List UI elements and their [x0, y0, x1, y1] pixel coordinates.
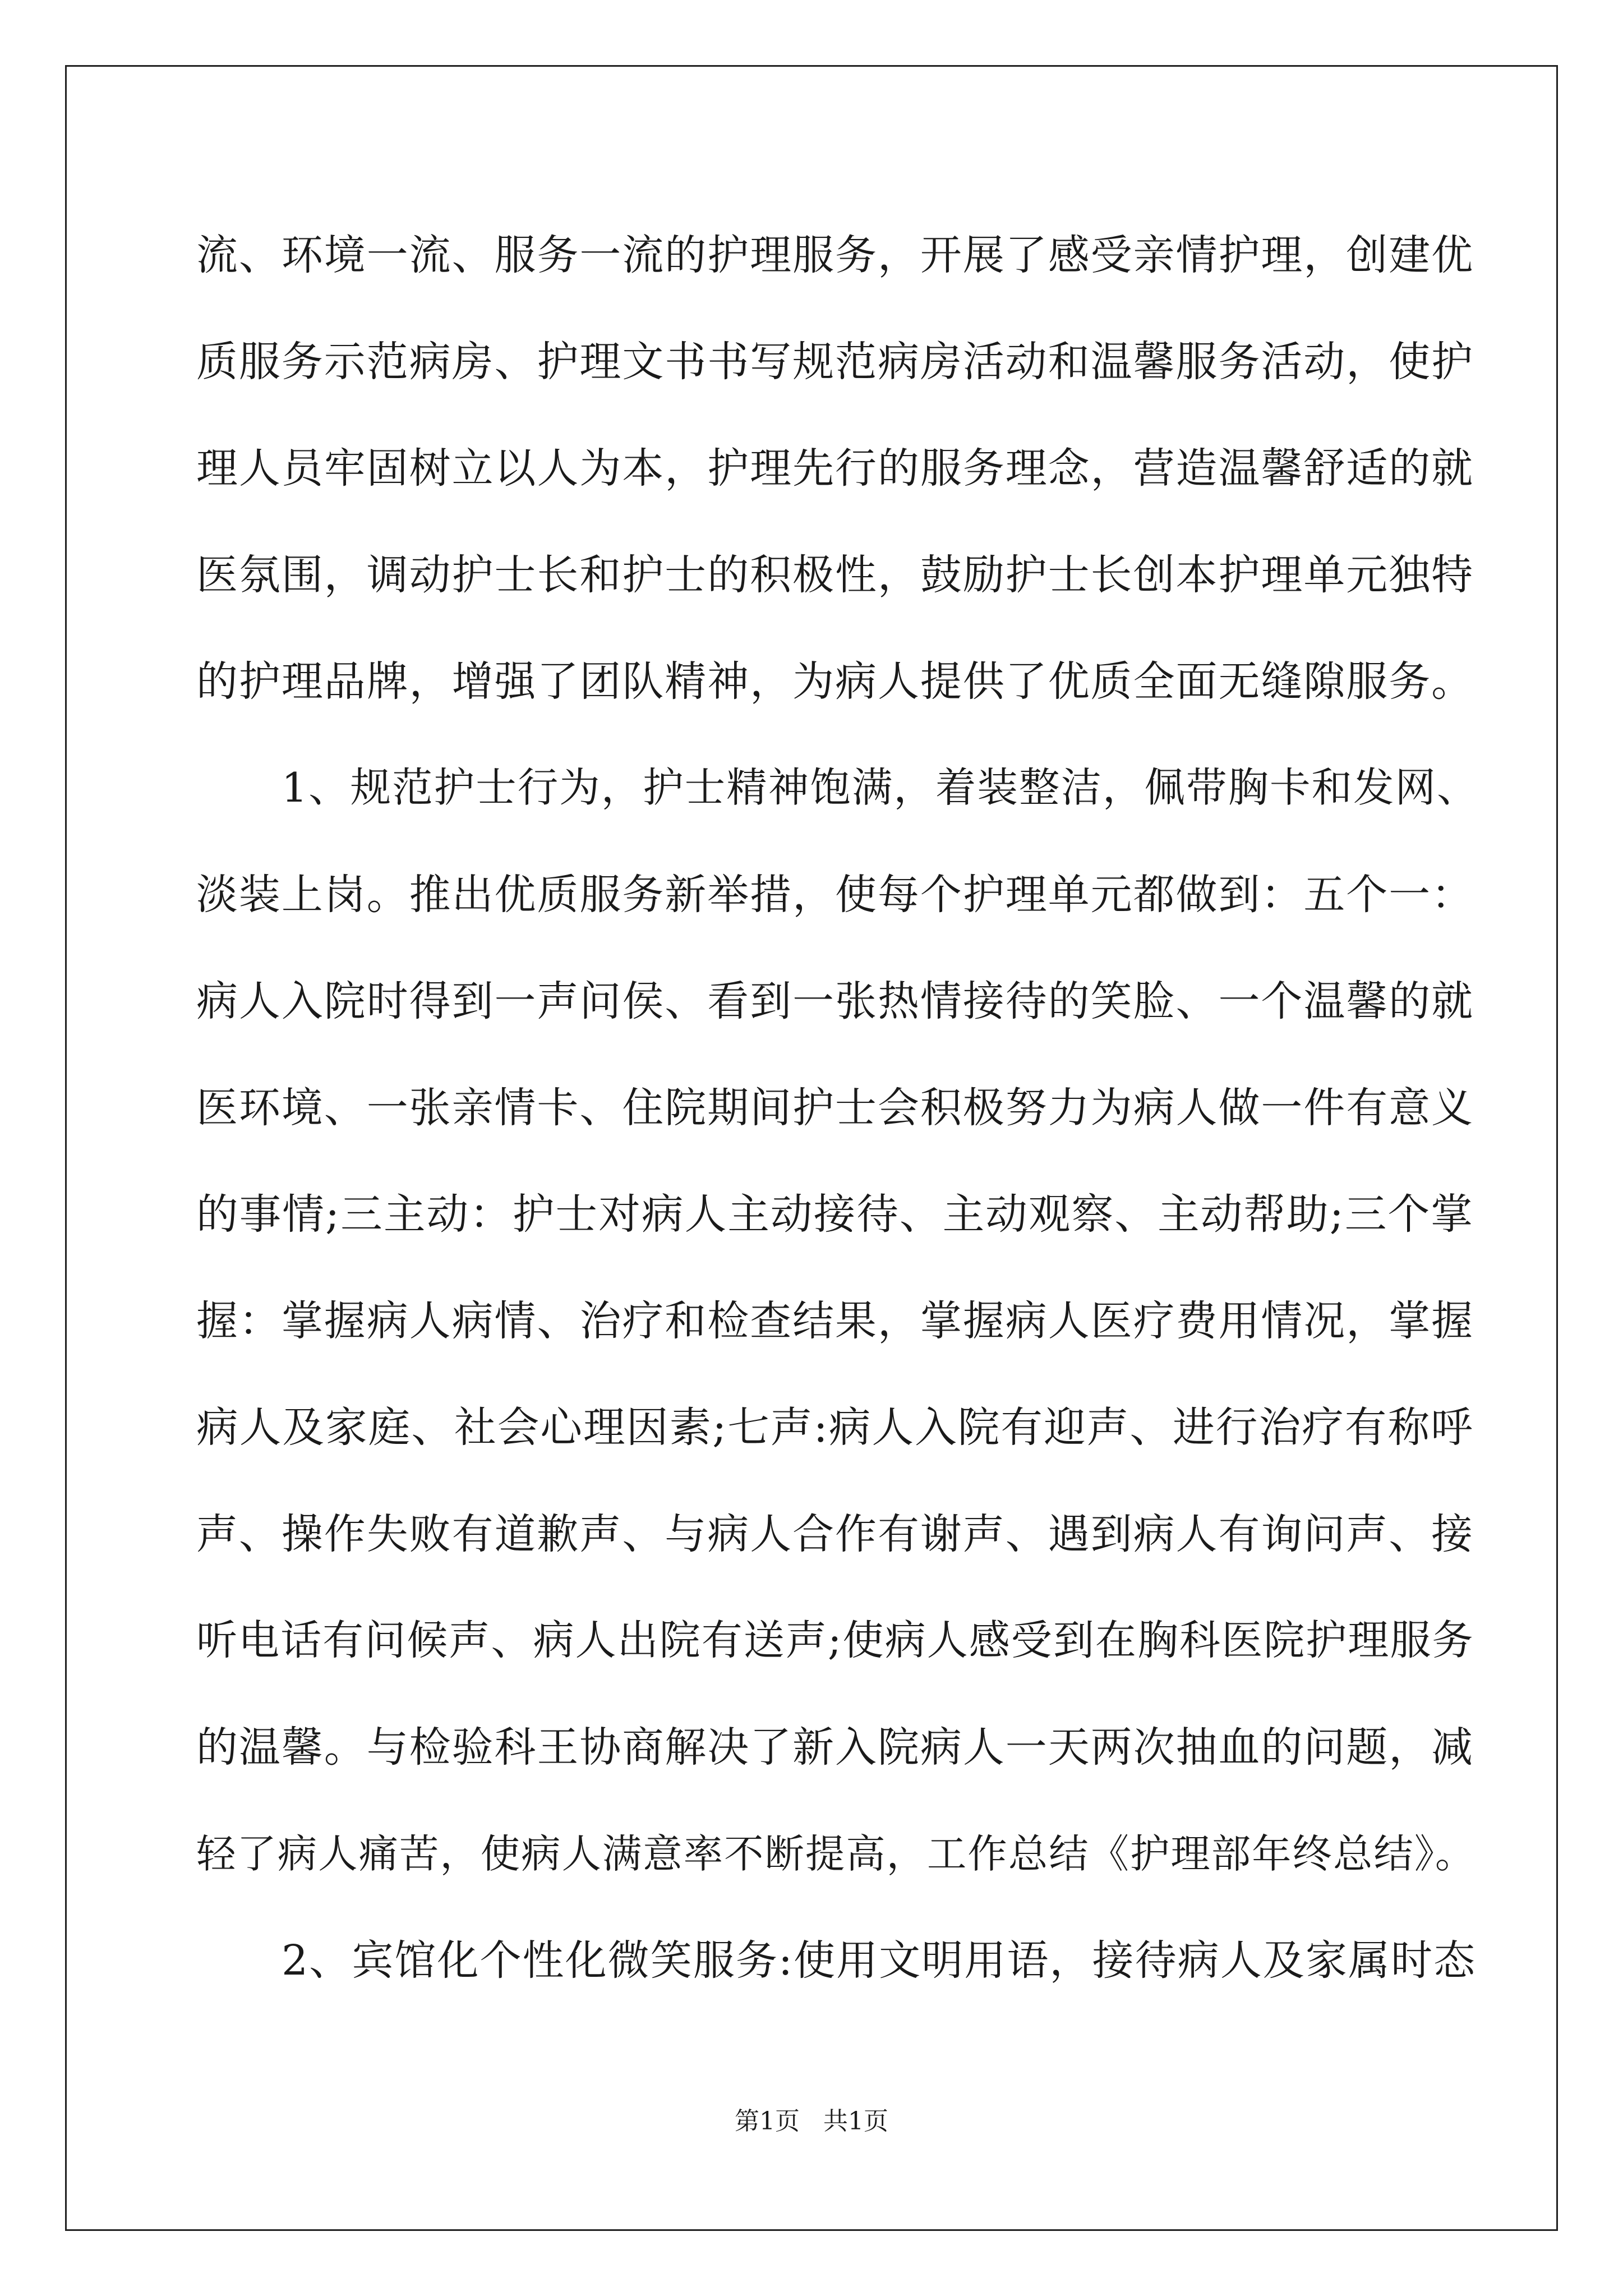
paragraph-line: 质服务示范病房、护理文书书写规范病房活动和温馨服务活动，使护	[196, 338, 1474, 386]
document-body	[196, 213, 1486, 2025]
paragraph-line: 轻了病人痛苦，使病人满意率不断提高，工作总结《护理部年终总结》。	[196, 1831, 1476, 1877]
paragraph-line: 病人入院时得到一声问侯、看到一张热情接待的笑脸、一个温馨的就	[196, 977, 1474, 1025]
paragraph-line: 听电话有问候声、病人出院有送声;使病人感受到在胸科医院护理服务	[196, 1617, 1474, 1664]
paragraph-line: 的护理品牌，增强了团队精神，为病人提供了优质全面无缝隙服务。	[196, 657, 1474, 706]
paragraph-line: 声、操作失败有道歉声、与病人合作有谢声、遇到病人有询问声、接	[196, 1510, 1474, 1558]
paragraph-line: 2、宾馆化个性化微笑服务:使用文明用语，接待病人及家属时态	[282, 1936, 1477, 1985]
paragraph-line: 理人员牢固树立以人为本，护理先行的服务理念，营造温馨舒适的就	[196, 444, 1474, 493]
paragraph-line: 流、环境一流、服务一流的护理服务，开展了感受亲情护理，创建优	[196, 231, 1474, 279]
paragraph-line: 医氛围，调动护士长和护士的积极性，鼓励护士长创本护理单元独特	[196, 551, 1474, 599]
paragraph-line: 病人及家庭、社会心理因素;七声:病人入院有迎声、进行治疗有称呼	[196, 1403, 1474, 1452]
paragraph-line: 的温馨。与检验科王协商解决了新入院病人一天两次抽血的问题，减	[196, 1723, 1474, 1772]
paragraph-line: 1、规范护士行为，护士精神饱满，着装整洁，佩带胸卡和发网、	[282, 765, 1479, 812]
paragraph-line: 握：掌握病人病情、治疗和检查结果，掌握病人医疗费用情况，掌握	[196, 1297, 1474, 1345]
page-number-footer: 第1页 共1页	[735, 2107, 888, 2136]
paragraph-line: 淡装上岗。推出优质服务新举措，使每个护理单元都做到：五个一：	[196, 871, 1474, 919]
paragraph-line: 的事情;三主动：护士对病人主动接待、主动观察、主动帮助;三个掌	[196, 1190, 1474, 1239]
paragraph-line: 医环境、一张亲情卡、住院期间护士会积极努力为病人做一件有意义	[196, 1084, 1474, 1132]
